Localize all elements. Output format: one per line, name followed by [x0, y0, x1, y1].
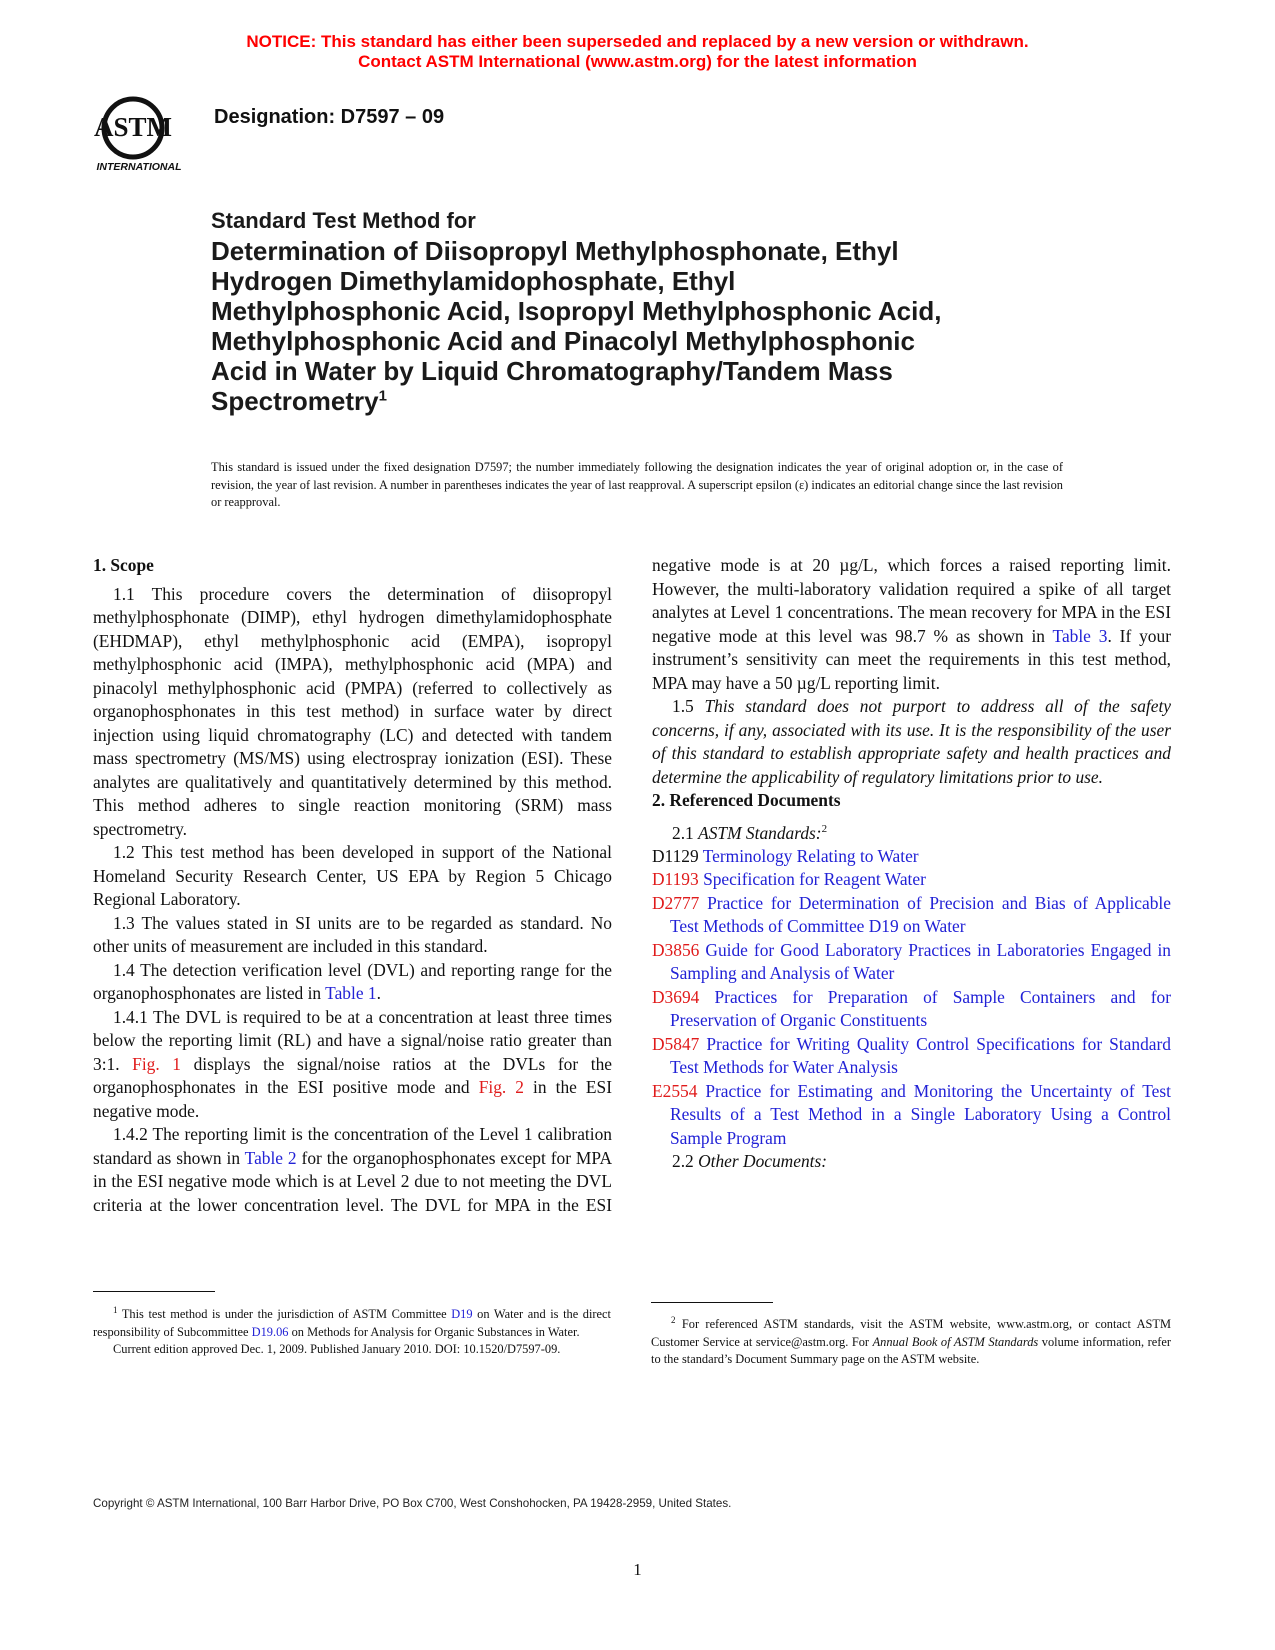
astm-logo-icon — [93, 92, 191, 174]
paragraph-1-2: 1.2 This test method has been developed in support of the National Homeland Security Research Center, US EPA by Region 5 Chicago Regional Laboratory. — [93, 842, 612, 909]
paragraph-text: 1.4.1 The DVL is required to be at a concentration at least three times below the reporting limit (RL) and have a signal/noise ratio greater than 3:1. — [93, 1006, 612, 1074]
footnote-mark: 1 — [113, 1305, 118, 1315]
title-line: Methylphosphonic Acid, Isopropyl Methylphosphonic Acid, — [211, 296, 942, 326]
footnote-1-text — [93, 1302, 611, 1341]
footnote-1 — [93, 1302, 611, 1359]
footnote-mark: 2 — [671, 1315, 676, 1325]
paragraph-1-5 — [652, 695, 1171, 789]
fig-2-link[interactable]: Fig. 2 — [478, 1077, 524, 1097]
footnote-text: on Methods for Analysis for Organic Substances in Water. — [288, 1324, 580, 1339]
reference-code[interactable]: E2554 — [652, 1080, 698, 1101]
paragraph-1-4-1 — [93, 1006, 612, 1124]
footnote-text: For referenced ASTM standards, visit the ASTM website, www.astm.org, or contact ASTM Customer Service at service@astm.org. For — [651, 1317, 1171, 1349]
reference-code: D1129 — [652, 845, 699, 866]
table-1-link[interactable]: Table 1 — [325, 983, 377, 1003]
reference-code[interactable]: D5847 — [652, 1033, 700, 1054]
fig-1-link[interactable]: Fig. 1 — [132, 1053, 181, 1074]
footnote-rule-left — [93, 1291, 215, 1292]
table-3-link[interactable]: Table 3 — [1052, 625, 1108, 646]
issue-note: This standard is issued under the fixed designation D7597; the number immediately following the designation indicates the year of original adoption or, in the case of revision, the year of last revision. A number in parentheses indicates the year of last reapproval. A superscript epsilon (ε) indicates an editorial change since the last revision or reapproval. — [211, 460, 1063, 509]
footnote-2 — [651, 1312, 1171, 1369]
safety-statement: This standard does not purport to address all of the safety concerns, if any, associated with its use. It is the responsibility of the user of this standard to establish appropriate safety and health practices and determine the applicability of regulatory limitations prior to use. — [652, 696, 1171, 787]
reference-title-link[interactable]: Practices for Preparation of Sample Containers and for Preservation of Organic Constituents — [670, 986, 1171, 1031]
paragraph-text: 1.4.2 The reporting limit is the concentration of the Level 1 calibration standard as shown in — [93, 1124, 612, 1168]
reference-title-link[interactable]: Terminology Relating to Water — [702, 845, 919, 866]
footnote-edition: Current edition approved Dec. 1, 2009. Published January 2010. DOI: 10.1520/D7597-09. — [113, 1342, 561, 1357]
label-text: ASTM Standards: — [698, 822, 822, 843]
footnote-text: This test method is under the jurisdiction of ASTM Committee — [117, 1307, 452, 1322]
reference-item[interactable] — [652, 1080, 1171, 1151]
paragraph-number: 2.2 — [672, 1151, 699, 1172]
footnote-2-text — [651, 1312, 1171, 1369]
other-documents-label — [652, 1150, 1171, 1174]
page-number: 1 — [633, 1560, 642, 1579]
reference-item[interactable] — [652, 939, 1171, 986]
copyright-line: Copyright © ASTM International, 100 Barr Harbor Drive, PO Box C700, West Conshohocken, PA 19428-2959, United States. — [93, 1497, 732, 1510]
title-line: Hydrogen Dimethylamidophosphate, Ethyl — [211, 266, 736, 296]
subcommittee-d19-06-link[interactable]: D19.06 — [251, 1324, 289, 1339]
footnote-text: on Water and is the direct responsibility of Subcommittee — [93, 1307, 611, 1339]
reference-code[interactable]: D2777 — [652, 892, 700, 913]
footnote-text: volume information, refer to the standard’s Document Summary page on the ASTM website. — [651, 1334, 1171, 1367]
logo-text: ASTM — [93, 112, 173, 142]
reference-code[interactable]: D3694 — [652, 986, 700, 1007]
reference-item[interactable] — [652, 845, 1171, 869]
section-heading-references: 2. Referenced Documents — [652, 790, 841, 810]
title-first-line: Standard Test Method for — [211, 208, 476, 233]
two-column-flow — [93, 554, 1171, 1222]
reference-title-link[interactable]: Guide for Good Laboratory Practices in Laboratories Engaged in Sampling and Analysis of Water — [670, 939, 1171, 984]
reference-title-link[interactable]: Practice for Writing Quality Control Specifications for Standard Test Methods for Water Analysis — [670, 1033, 1171, 1078]
reference-item[interactable] — [652, 986, 1171, 1033]
superseded-notice — [0, 32, 1275, 72]
footnote-mark: 2 — [821, 822, 828, 835]
paragraph-1-4 — [93, 959, 612, 1006]
designation: Designation: D7597 – 09 — [214, 106, 445, 128]
title-line-last — [211, 386, 1071, 416]
section-heading-scope: 1. Scope — [93, 555, 154, 575]
notice-line-1: NOTICE: This standard has either been superseded and replaced by a new version or withdrawn. — [246, 32, 1029, 51]
reference-code[interactable]: D1193 — [652, 869, 699, 890]
paragraph-text: . If your instrument’s sensitivity can meet the requirements in this test method, MPA may have a 50 µg/L reporting limit. — [652, 625, 1171, 693]
title-line: Spectrometry — [211, 386, 379, 416]
paragraph-1-1: 1.1 This procedure covers the determination of diisopropyl methylphosphonate (DIMP), ethyl hydrogen dimethylamidophosphate (EHDMAP), ethyl methylphosphonic acid (EMPA), isopropyl methylphosphonic acid (IMPA), methylphosphonic acid (MPA) and pinacolyl methylphosphonic acid (PMPA) (referred to collectively as organophosphonates in this test method) in surface water by direct injection using liquid chromatography (LC) and detected with tandem mass spectrometry (MS/MS) using electrospray ionization (ESI). These analytes are qualitatively and quantitatively determined by this method. This method adheres to single reaction monitoring (SRM) mass spectrometry. — [93, 583, 612, 839]
logo-subtitle: INTERNATIONAL — [96, 161, 182, 173]
document-title — [211, 206, 1071, 416]
astm-standards-label — [652, 818, 1171, 845]
notice-line-2: Contact ASTM International (www.astm.org) for the latest information — [358, 52, 917, 71]
paragraph-text: . — [376, 983, 381, 1003]
reference-item[interactable] — [652, 868, 1171, 892]
reference-code[interactable]: D3856 — [652, 939, 700, 960]
label-text: Other Documents: — [698, 1151, 828, 1172]
title-line: Methylphosphonic Acid and Pinacolyl Methylphosphonic — [211, 326, 915, 356]
footnote-rule-right — [651, 1302, 773, 1303]
paragraph-text: displays the signal/noise ratios at the DVLs for the organophosphonates in the ESI positive mode and — [93, 1053, 612, 1097]
reference-title-link[interactable]: Practice for Estimating and Monitoring the Uncertainty of Test Results of a Test Method in a Single Laboratory Using a Control Sample Program — [670, 1080, 1171, 1148]
reference-item[interactable] — [652, 1033, 1171, 1080]
paragraph-number: 2.1 — [672, 822, 699, 843]
paragraph-number: 1.5 — [672, 696, 705, 716]
title-line: Acid in Water by Liquid Chromatography/Tandem Mass — [211, 356, 893, 386]
paragraph-1-3: 1.3 The values stated in SI units are to be regarded as standard. No other units of measurement are included in this standard. — [93, 912, 612, 956]
table-2-link[interactable]: Table 2 — [244, 1147, 297, 1168]
title-line: Determination of Diisopropyl Methylphosphonate, Ethyl — [211, 236, 899, 266]
reference-item[interactable] — [652, 892, 1171, 939]
reference-title-link[interactable]: Practice for Determination of Precision and Bias of Applicable Test Methods of Committee D19 on Water — [670, 892, 1171, 937]
title-footnote-mark: 1 — [378, 387, 387, 405]
paragraph-text: for the organophosphonates except for MPA in the ESI negative mode which is at Level 2 due to not meeting the DVL criteria at the lower concentration level. The DVL for MPA in the ESI negative mode is at 20 µg/L, which forces a raised reporting limit. However, the multi-laboratory validation required a spike of all target analytes at Level 1 concentrations. The mean recovery for MPA in the ESI negative mode at this level was 98.7 % as shown in — [93, 555, 1171, 1215]
paragraph-text: 1.4 The detection verification level (DVL) and reporting range for the organophosphonates are listed in — [93, 959, 612, 1003]
committee-d19-link[interactable]: D19 — [451, 1307, 473, 1322]
footnote-italic-text: Annual Book of ASTM Standards — [872, 1334, 1039, 1349]
reference-title-link[interactable]: Specification for Reagent Water — [703, 869, 926, 890]
paragraph-text: in the ESI negative mode. — [93, 1077, 612, 1121]
